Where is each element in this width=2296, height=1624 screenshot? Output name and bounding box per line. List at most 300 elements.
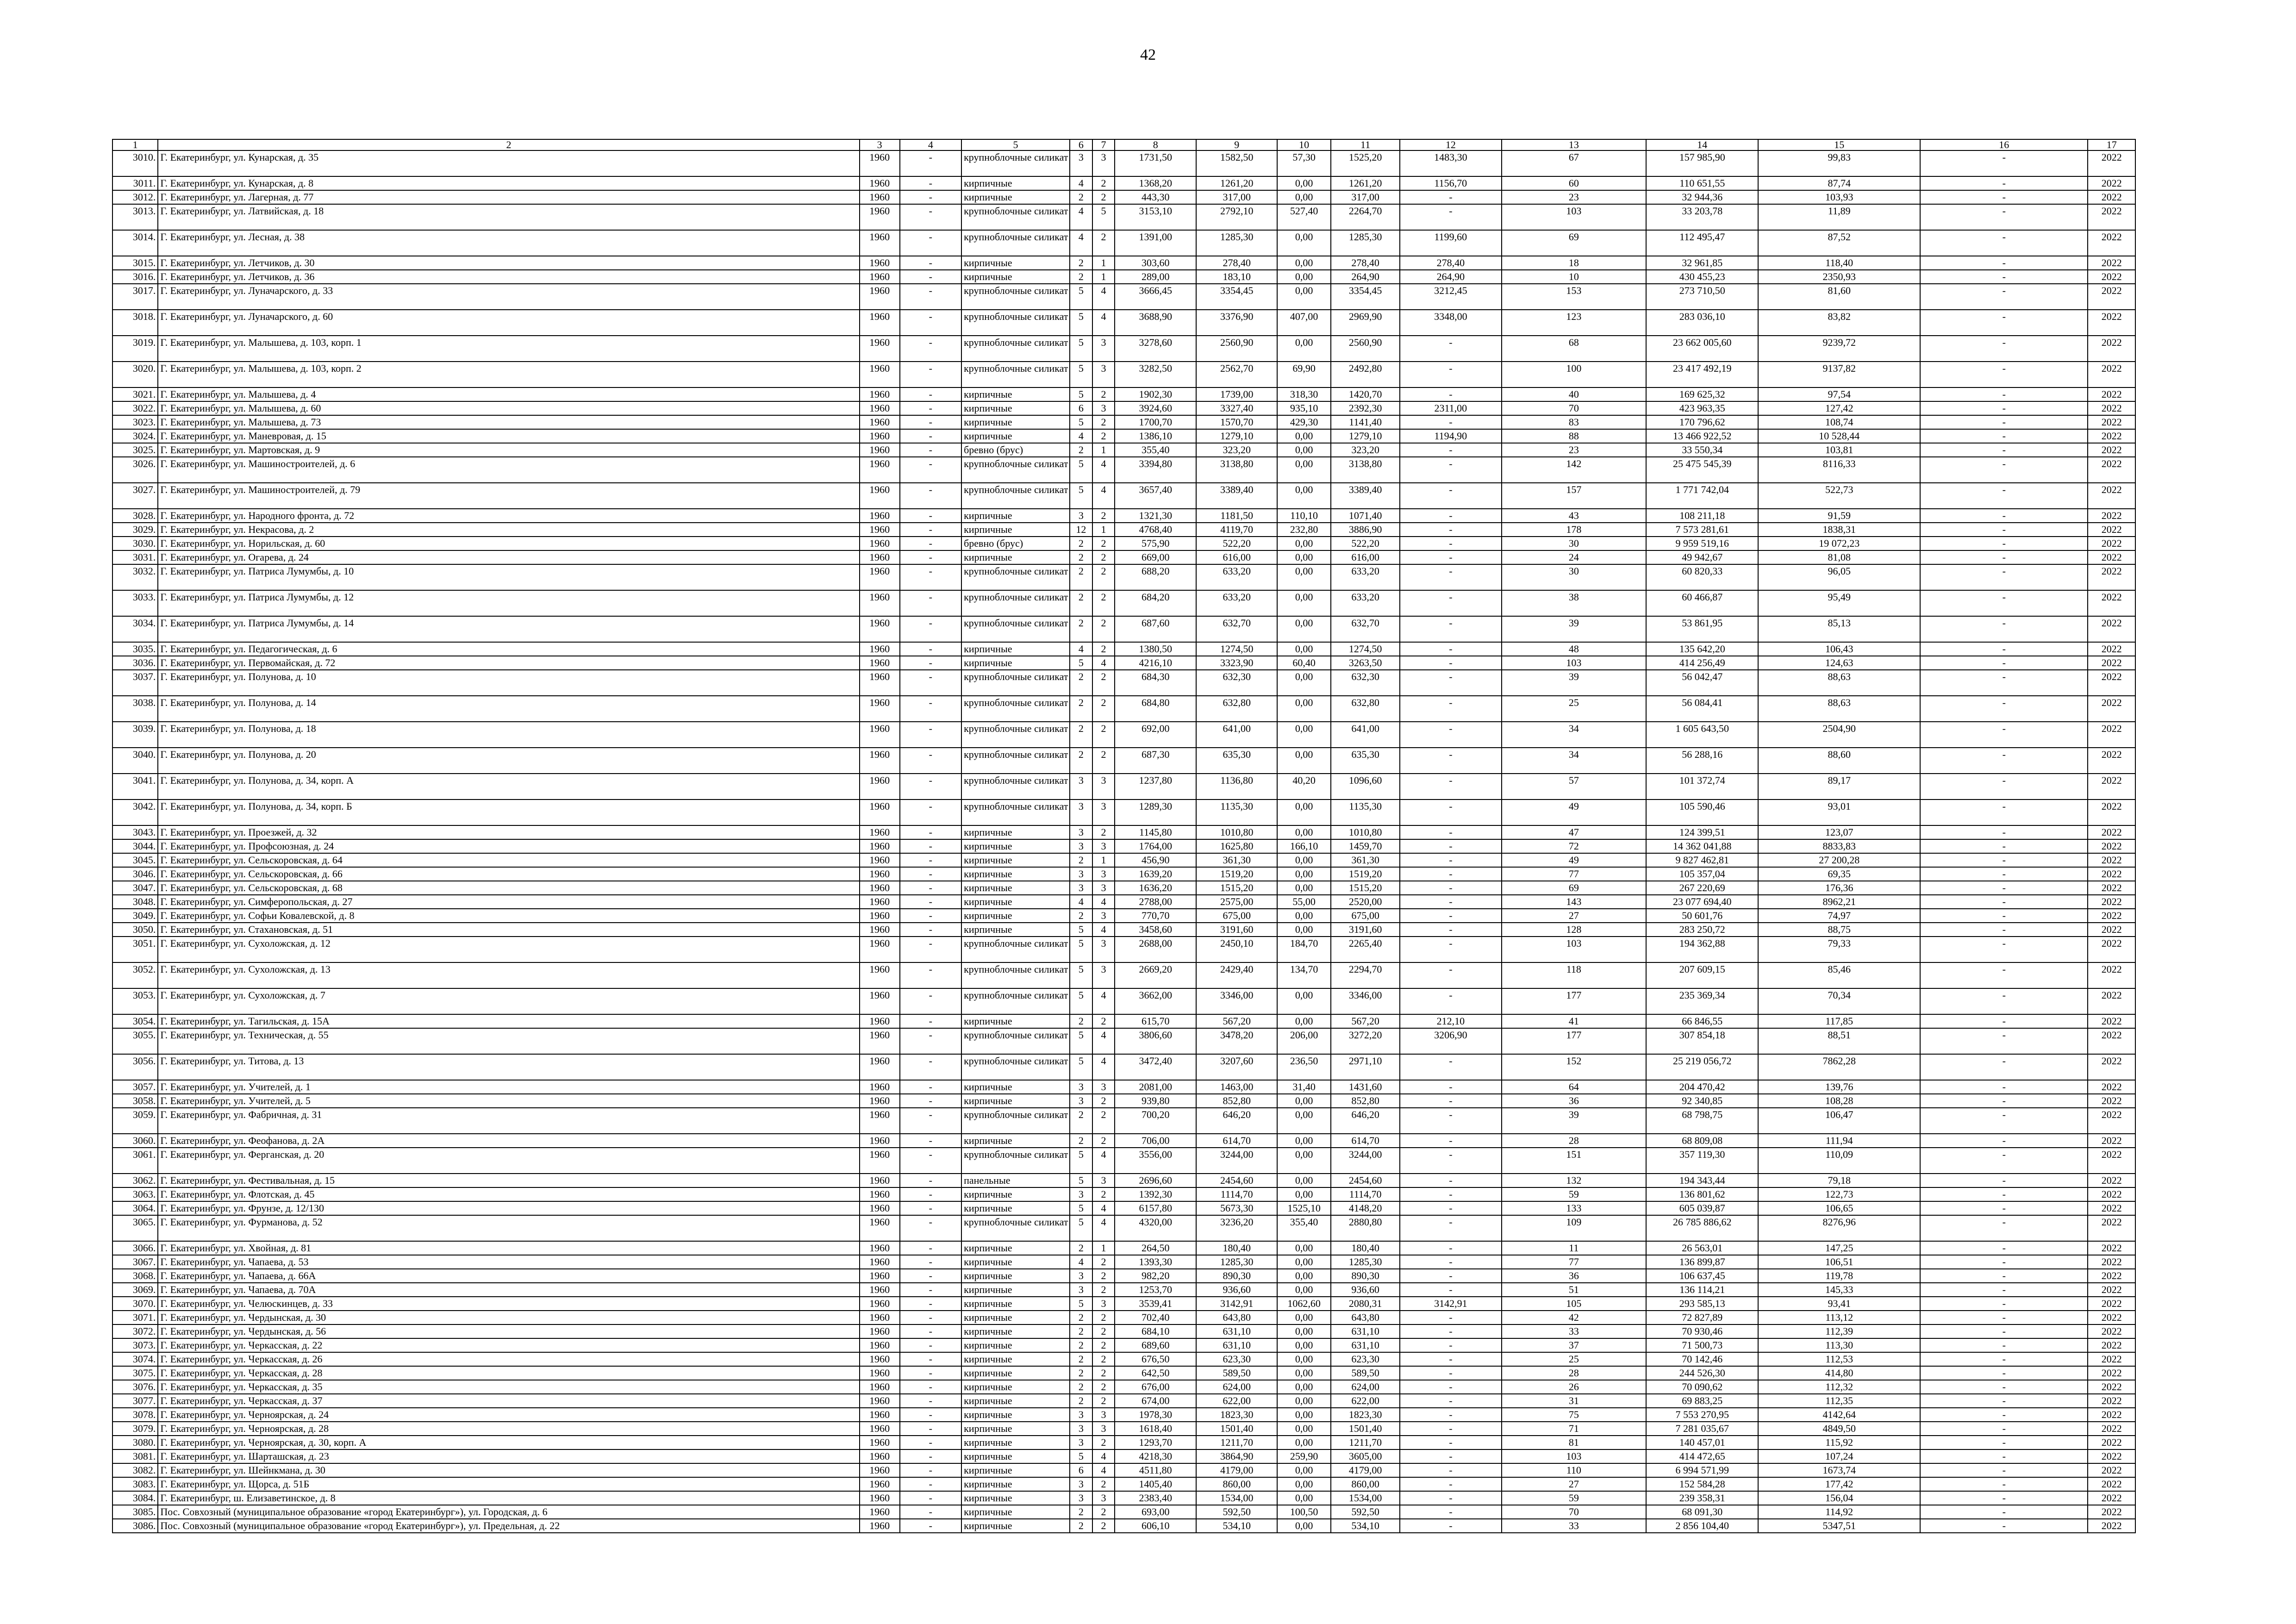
- cost-limit-cell: -: [1920, 336, 2088, 362]
- cost-limit-cell: -: [1920, 1187, 2088, 1201]
- year-reconstruction-cell: -: [900, 1134, 962, 1148]
- repair-cost-cell: 68 091,30: [1646, 1505, 1758, 1519]
- residents-count-cell: 28: [1502, 1366, 1647, 1380]
- premises-area-cell: 3138,80: [1196, 457, 1277, 483]
- cost-per-sqm-cell: 112,35: [1758, 1394, 1920, 1408]
- year-built-cell: 1960: [860, 1352, 900, 1366]
- cost-limit-cell: -: [1920, 1311, 2088, 1324]
- planned-year-cell: 2022: [2088, 1408, 2135, 1422]
- cost-per-sqm-cell: 9137,82: [1758, 362, 1920, 387]
- residential-area-cell: 589,50: [1331, 1366, 1400, 1380]
- non-residential-area-cell: 236,50: [1277, 1054, 1331, 1080]
- municipal-area-cell: -: [1400, 415, 1501, 429]
- column-number-2: 2: [158, 139, 859, 150]
- wall-material-cell: кирпичные: [961, 839, 1070, 853]
- floors-cell: 2: [1070, 696, 1092, 722]
- year-reconstruction-cell: -: [900, 1477, 962, 1491]
- premises-area-cell: 2429,40: [1196, 962, 1277, 988]
- cost-limit-cell: -: [1920, 800, 2088, 825]
- non-residential-area-cell: 0,00: [1277, 1352, 1331, 1366]
- table-row: [112, 853, 2135, 867]
- planned-year-cell: 2022: [2088, 483, 2135, 509]
- municipal-area-cell: -: [1400, 1255, 1501, 1269]
- non-residential-area-cell: 0,00: [1277, 696, 1331, 722]
- year-built-cell: 1960: [860, 1408, 900, 1422]
- premises-area-cell: 323,20: [1196, 443, 1277, 457]
- cost-per-sqm-cell: 107,24: [1758, 1449, 1920, 1463]
- planned-year-cell: 2022: [2088, 1366, 2135, 1380]
- address-cell: Г. Екатеринбург, ул. Маневровая, д. 15: [158, 429, 859, 443]
- repair-cost-cell: 414 472,65: [1646, 1449, 1758, 1463]
- wall-material-cell: бревно (брус): [961, 443, 1070, 457]
- entrances-cell: 2: [1092, 670, 1115, 696]
- residential-area-cell: 522,20: [1331, 537, 1400, 550]
- cost-per-sqm-cell: 119,78: [1758, 1269, 1920, 1283]
- premises-area-cell: 632,30: [1196, 670, 1277, 696]
- address-cell: Г. Екатеринбург, ул. Сельскоровская, д. 68: [158, 881, 859, 895]
- residents-count-cell: 103: [1502, 204, 1647, 230]
- non-residential-area-cell: 166,10: [1277, 839, 1331, 853]
- repair-cost-cell: 110 651,55: [1646, 176, 1758, 190]
- cost-limit-cell: -: [1920, 825, 2088, 839]
- row-number-cell: 3026.: [112, 457, 158, 483]
- municipal-area-cell: 3142,91: [1400, 1297, 1501, 1311]
- table-row: [112, 839, 2135, 853]
- residential-area-cell: 4179,00: [1331, 1463, 1400, 1477]
- cost-limit-cell: -: [1920, 310, 2088, 336]
- non-residential-area-cell: 0,00: [1277, 923, 1331, 937]
- premises-area-cell: 1285,30: [1196, 230, 1277, 256]
- repair-cost-cell: 106 637,45: [1646, 1269, 1758, 1283]
- row-number-cell: 3056.: [112, 1054, 158, 1080]
- repair-cost-cell: 68 809,08: [1646, 1134, 1758, 1148]
- municipal-area-cell: -: [1400, 839, 1501, 853]
- municipal-area-cell: -: [1400, 895, 1501, 909]
- planned-year-cell: 2022: [2088, 774, 2135, 800]
- residents-count-cell: 41: [1502, 1014, 1647, 1028]
- address-cell: Г. Екатеринбург, ул. Малышева, д. 103, корп. 1: [158, 336, 859, 362]
- total-area-cell: 3539,41: [1115, 1297, 1196, 1311]
- repair-cost-cell: 124 399,51: [1646, 825, 1758, 839]
- non-residential-area-cell: 0,00: [1277, 1174, 1331, 1187]
- entrances-cell: 3: [1092, 774, 1115, 800]
- municipal-area-cell: -: [1400, 774, 1501, 800]
- table-row: [112, 387, 2135, 401]
- table-row: [112, 1352, 2135, 1366]
- cost-per-sqm-cell: 2350,93: [1758, 270, 1920, 284]
- year-built-cell: 1960: [860, 1108, 900, 1134]
- cost-limit-cell: -: [1920, 401, 2088, 415]
- municipal-area-cell: -: [1400, 457, 1501, 483]
- residents-count-cell: 133: [1502, 1201, 1647, 1215]
- municipal-area-cell: 1156,70: [1400, 176, 1501, 190]
- year-reconstruction-cell: -: [900, 774, 962, 800]
- planned-year-cell: 2022: [2088, 523, 2135, 537]
- total-area-cell: 3806,60: [1115, 1028, 1196, 1054]
- cost-per-sqm-cell: 176,36: [1758, 881, 1920, 895]
- year-built-cell: 1960: [860, 509, 900, 523]
- cost-per-sqm-cell: 145,33: [1758, 1283, 1920, 1297]
- residential-area-cell: 1261,20: [1331, 176, 1400, 190]
- premises-area-cell: 3323,90: [1196, 656, 1277, 670]
- cost-limit-cell: -: [1920, 1380, 2088, 1394]
- entrances-cell: 4: [1092, 895, 1115, 909]
- year-reconstruction-cell: -: [900, 1255, 962, 1269]
- premises-area-cell: 622,00: [1196, 1394, 1277, 1408]
- premises-area-cell: 1135,30: [1196, 800, 1277, 825]
- cost-per-sqm-cell: 88,60: [1758, 748, 1920, 774]
- wall-material-cell: крупноблочные силикат: [961, 457, 1070, 483]
- floors-cell: 3: [1070, 1477, 1092, 1491]
- entrances-cell: 3: [1092, 937, 1115, 962]
- residents-count-cell: 23: [1502, 443, 1647, 457]
- repair-cost-cell: 13 466 922,52: [1646, 429, 1758, 443]
- residents-count-cell: 100: [1502, 362, 1647, 387]
- cost-limit-cell: -: [1920, 1174, 2088, 1187]
- cost-limit-cell: -: [1920, 550, 2088, 564]
- year-reconstruction-cell: -: [900, 362, 962, 387]
- non-residential-area-cell: 0,00: [1277, 1366, 1331, 1380]
- total-area-cell: 687,30: [1115, 748, 1196, 774]
- premises-area-cell: 592,50: [1196, 1505, 1277, 1519]
- residents-count-cell: 38: [1502, 590, 1647, 616]
- cost-per-sqm-cell: 124,63: [1758, 656, 1920, 670]
- cost-limit-cell: -: [1920, 1297, 2088, 1311]
- row-number-cell: 3012.: [112, 190, 158, 204]
- entrances-cell: 1: [1092, 256, 1115, 270]
- total-area-cell: 1253,70: [1115, 1283, 1196, 1297]
- cost-limit-cell: -: [1920, 1283, 2088, 1297]
- year-built-cell: 1960: [860, 284, 900, 310]
- planned-year-cell: 2022: [2088, 1380, 2135, 1394]
- residents-count-cell: 128: [1502, 923, 1647, 937]
- row-number-cell: 3019.: [112, 336, 158, 362]
- row-number-cell: 3046.: [112, 867, 158, 881]
- entrances-cell: 3: [1092, 800, 1115, 825]
- total-area-cell: 4218,30: [1115, 1449, 1196, 1463]
- floors-cell: 2: [1070, 1108, 1092, 1134]
- municipal-area-cell: -: [1400, 1352, 1501, 1366]
- total-area-cell: 692,00: [1115, 722, 1196, 748]
- planned-year-cell: 2022: [2088, 1269, 2135, 1283]
- row-number-cell: 3051.: [112, 937, 158, 962]
- premises-area-cell: 1519,20: [1196, 867, 1277, 881]
- municipal-area-cell: 3212,45: [1400, 284, 1501, 310]
- wall-material-cell: кирпичные: [961, 1014, 1070, 1028]
- cost-limit-cell: -: [1920, 362, 2088, 387]
- residential-area-cell: 323,20: [1331, 443, 1400, 457]
- cost-limit-cell: -: [1920, 1134, 2088, 1148]
- wall-material-cell: крупноблочные силикат: [961, 722, 1070, 748]
- repair-cost-cell: 170 796,62: [1646, 415, 1758, 429]
- year-built-cell: 1960: [860, 1519, 900, 1533]
- municipal-area-cell: -: [1400, 336, 1501, 362]
- address-cell: Г. Екатеринбург, ул. Некрасова, д. 2: [158, 523, 859, 537]
- total-area-cell: 4320,00: [1115, 1215, 1196, 1241]
- residents-count-cell: 48: [1502, 642, 1647, 656]
- table-row: [112, 1215, 2135, 1241]
- cost-limit-cell: -: [1920, 867, 2088, 881]
- table-row: [112, 1311, 2135, 1324]
- row-number-cell: 3068.: [112, 1269, 158, 1283]
- row-number-cell: 3025.: [112, 443, 158, 457]
- wall-material-cell: кирпичные: [961, 909, 1070, 923]
- cost-limit-cell: -: [1920, 1080, 2088, 1094]
- year-built-cell: 1960: [860, 1477, 900, 1491]
- planned-year-cell: 2022: [2088, 1505, 2135, 1519]
- year-built-cell: 1960: [860, 1269, 900, 1283]
- cost-per-sqm-cell: 414,80: [1758, 1366, 1920, 1380]
- row-number-cell: 3020.: [112, 362, 158, 387]
- table-row: [112, 509, 2135, 523]
- address-cell: Г. Екатеринбург, ул. Профсоюзная, д. 24: [158, 839, 859, 853]
- total-area-cell: 289,00: [1115, 270, 1196, 284]
- cost-per-sqm-cell: 108,28: [1758, 1094, 1920, 1108]
- entrances-cell: 3: [1092, 962, 1115, 988]
- year-reconstruction-cell: -: [900, 270, 962, 284]
- year-reconstruction-cell: -: [900, 696, 962, 722]
- residents-count-cell: 103: [1502, 1449, 1647, 1463]
- entrances-cell: 2: [1092, 230, 1115, 256]
- year-reconstruction-cell: -: [900, 537, 962, 550]
- entrances-cell: 2: [1092, 722, 1115, 748]
- year-built-cell: 1960: [860, 909, 900, 923]
- entrances-cell: 2: [1092, 1324, 1115, 1338]
- page-number: 42: [1140, 46, 1156, 63]
- row-number-cell: 3033.: [112, 590, 158, 616]
- cost-per-sqm-cell: 4849,50: [1758, 1422, 1920, 1436]
- residents-count-cell: 43: [1502, 509, 1647, 523]
- cost-limit-cell: -: [1920, 1028, 2088, 1054]
- total-area-cell: 1293,70: [1115, 1436, 1196, 1449]
- residential-area-cell: 1114,70: [1331, 1187, 1400, 1201]
- column-number-10: 10: [1277, 139, 1331, 150]
- municipal-area-cell: -: [1400, 387, 1501, 401]
- floors-cell: 5: [1070, 310, 1092, 336]
- repair-cost-cell: 23 417 492,19: [1646, 362, 1758, 387]
- premises-area-cell: 4119,70: [1196, 523, 1277, 537]
- repair-cost-cell: 108 211,18: [1646, 509, 1758, 523]
- address-cell: Г. Екатеринбург, ул. Учителей, д. 1: [158, 1080, 859, 1094]
- premises-area-cell: 631,10: [1196, 1338, 1277, 1352]
- wall-material-cell: кирпичные: [961, 415, 1070, 429]
- municipal-area-cell: -: [1400, 825, 1501, 839]
- residents-count-cell: 70: [1502, 1505, 1647, 1519]
- planned-year-cell: 2022: [2088, 988, 2135, 1014]
- residential-area-cell: 361,30: [1331, 853, 1400, 867]
- year-built-cell: 1960: [860, 1241, 900, 1255]
- repair-cost-cell: 60 820,33: [1646, 564, 1758, 590]
- row-number-cell: 3030.: [112, 537, 158, 550]
- residents-count-cell: 30: [1502, 537, 1647, 550]
- entrances-cell: 2: [1092, 1338, 1115, 1352]
- total-area-cell: 2688,00: [1115, 937, 1196, 962]
- municipal-area-cell: -: [1400, 590, 1501, 616]
- year-built-cell: 1960: [860, 1297, 900, 1311]
- premises-area-cell: 1625,80: [1196, 839, 1277, 853]
- wall-material-cell: кирпичные: [961, 895, 1070, 909]
- entrances-cell: 1: [1092, 1241, 1115, 1255]
- residents-count-cell: 67: [1502, 150, 1647, 176]
- cost-limit-cell: -: [1920, 1352, 2088, 1366]
- planned-year-cell: 2022: [2088, 656, 2135, 670]
- repair-cost-cell: 105 357,04: [1646, 867, 1758, 881]
- total-area-cell: 689,60: [1115, 1338, 1196, 1352]
- non-residential-area-cell: 0,00: [1277, 1283, 1331, 1297]
- floors-cell: 5: [1070, 656, 1092, 670]
- cost-per-sqm-cell: 108,74: [1758, 415, 1920, 429]
- wall-material-cell: крупноблочные силикат: [961, 336, 1070, 362]
- address-cell: Г. Екатеринбург, ул. Тагильская, д. 15А: [158, 1014, 859, 1028]
- address-cell: Г. Екатеринбург, ул. Летчиков, д. 30: [158, 256, 859, 270]
- row-number-cell: 3055.: [112, 1028, 158, 1054]
- cost-per-sqm-cell: 88,63: [1758, 696, 1920, 722]
- row-number-cell: 3013.: [112, 204, 158, 230]
- residents-count-cell: 152: [1502, 1054, 1647, 1080]
- total-area-cell: 1237,80: [1115, 774, 1196, 800]
- cost-per-sqm-cell: 19 072,23: [1758, 537, 1920, 550]
- non-residential-area-cell: 0,00: [1277, 1477, 1331, 1491]
- repair-cost-cell: 49 942,67: [1646, 550, 1758, 564]
- floors-cell: 2: [1070, 270, 1092, 284]
- year-built-cell: 1960: [860, 415, 900, 429]
- non-residential-area-cell: 1525,10: [1277, 1201, 1331, 1215]
- municipal-area-cell: -: [1400, 1094, 1501, 1108]
- entrances-cell: 3: [1092, 1408, 1115, 1422]
- table-row: [112, 1394, 2135, 1408]
- floors-cell: 5: [1070, 336, 1092, 362]
- residential-area-cell: 3138,80: [1331, 457, 1400, 483]
- cost-limit-cell: -: [1920, 1014, 2088, 1028]
- cost-per-sqm-cell: 115,92: [1758, 1436, 1920, 1449]
- column-number-13: 13: [1502, 139, 1647, 150]
- address-cell: Г. Екатеринбург, ул. Шарташская, д. 23: [158, 1449, 859, 1463]
- year-reconstruction-cell: -: [900, 1436, 962, 1449]
- total-area-cell: 264,50: [1115, 1241, 1196, 1255]
- floors-cell: 5: [1070, 1297, 1092, 1311]
- year-reconstruction-cell: -: [900, 387, 962, 401]
- total-area-cell: 3657,40: [1115, 483, 1196, 509]
- residential-area-cell: 631,10: [1331, 1324, 1400, 1338]
- row-number-cell: 3043.: [112, 825, 158, 839]
- cost-limit-cell: -: [1920, 839, 2088, 853]
- residential-area-cell: 2560,90: [1331, 336, 1400, 362]
- residential-area-cell: 852,80: [1331, 1094, 1400, 1108]
- cost-per-sqm-cell: 112,53: [1758, 1352, 1920, 1366]
- row-number-cell: 3061.: [112, 1148, 158, 1174]
- cost-per-sqm-cell: 10 528,44: [1758, 429, 1920, 443]
- year-reconstruction-cell: -: [900, 800, 962, 825]
- row-number-cell: 3060.: [112, 1134, 158, 1148]
- row-number-cell: 3031.: [112, 550, 158, 564]
- repair-cost-cell: 293 585,13: [1646, 1297, 1758, 1311]
- planned-year-cell: 2022: [2088, 909, 2135, 923]
- table-row: [112, 656, 2135, 670]
- year-built-cell: 1960: [860, 429, 900, 443]
- premises-area-cell: 1534,00: [1196, 1491, 1277, 1505]
- year-reconstruction-cell: -: [900, 1491, 962, 1505]
- year-built-cell: 1960: [860, 1505, 900, 1519]
- total-area-cell: 684,20: [1115, 590, 1196, 616]
- address-cell: Г. Екатеринбург, ул. Мартовская, д. 9: [158, 443, 859, 457]
- residents-count-cell: 81: [1502, 1436, 1647, 1449]
- planned-year-cell: 2022: [2088, 1201, 2135, 1215]
- floors-cell: 2: [1070, 537, 1092, 550]
- row-number-cell: 3011.: [112, 176, 158, 190]
- table-row: [112, 1519, 2135, 1533]
- planned-year-cell: 2022: [2088, 1477, 2135, 1491]
- premises-area-cell: 2560,90: [1196, 336, 1277, 362]
- total-area-cell: 1289,30: [1115, 800, 1196, 825]
- non-residential-area-cell: 0,00: [1277, 1187, 1331, 1201]
- year-reconstruction-cell: -: [900, 150, 962, 176]
- residential-area-cell: 3346,00: [1331, 988, 1400, 1014]
- premises-area-cell: 616,00: [1196, 550, 1277, 564]
- floors-cell: 2: [1070, 748, 1092, 774]
- repair-cost-cell: 423 963,35: [1646, 401, 1758, 415]
- total-area-cell: 1902,30: [1115, 387, 1196, 401]
- cost-limit-cell: -: [1920, 284, 2088, 310]
- residential-area-cell: 623,30: [1331, 1352, 1400, 1366]
- residents-count-cell: 103: [1502, 937, 1647, 962]
- year-built-cell: 1960: [860, 616, 900, 642]
- municipal-area-cell: -: [1400, 670, 1501, 696]
- repair-cost-cell: 357 119,30: [1646, 1148, 1758, 1174]
- year-reconstruction-cell: -: [900, 988, 962, 1014]
- year-reconstruction-cell: -: [900, 310, 962, 336]
- floors-cell: 5: [1070, 937, 1092, 962]
- year-reconstruction-cell: -: [900, 839, 962, 853]
- cost-per-sqm-cell: 103,93: [1758, 190, 1920, 204]
- planned-year-cell: 2022: [2088, 1174, 2135, 1187]
- year-built-cell: 1960: [860, 1187, 900, 1201]
- residents-count-cell: 18: [1502, 256, 1647, 270]
- planned-year-cell: 2022: [2088, 895, 2135, 909]
- floors-cell: 5: [1070, 923, 1092, 937]
- planned-year-cell: 2022: [2088, 362, 2135, 387]
- wall-material-cell: крупноблочные силикат: [961, 310, 1070, 336]
- address-cell: Г. Екатеринбург, ул. Лесная, д. 38: [158, 230, 859, 256]
- cost-per-sqm-cell: 127,42: [1758, 401, 1920, 415]
- municipal-area-cell: -: [1400, 1215, 1501, 1241]
- planned-year-cell: 2022: [2088, 642, 2135, 656]
- residential-area-cell: 633,20: [1331, 564, 1400, 590]
- table-row: [112, 616, 2135, 642]
- planned-year-cell: 2022: [2088, 839, 2135, 853]
- floors-cell: 3: [1070, 774, 1092, 800]
- wall-material-cell: кирпичные: [961, 1436, 1070, 1449]
- year-built-cell: 1960: [860, 1054, 900, 1080]
- table-row: [112, 1505, 2135, 1519]
- residential-area-cell: 1211,70: [1331, 1436, 1400, 1449]
- total-area-cell: 702,40: [1115, 1311, 1196, 1324]
- table-row: [112, 962, 2135, 988]
- wall-material-cell: крупноблочные силикат: [961, 1148, 1070, 1174]
- planned-year-cell: 2022: [2088, 204, 2135, 230]
- wall-material-cell: крупноблочные силикат: [961, 962, 1070, 988]
- entrances-cell: 2: [1092, 825, 1115, 839]
- wall-material-cell: кирпичные: [961, 1283, 1070, 1297]
- floors-cell: 2: [1070, 1519, 1092, 1533]
- table-row: [112, 523, 2135, 537]
- residential-area-cell: 2880,80: [1331, 1215, 1400, 1241]
- entrances-cell: 1: [1092, 270, 1115, 284]
- address-cell: Г. Екатеринбург, ул. Полунова, д. 10: [158, 670, 859, 696]
- premises-area-cell: 589,50: [1196, 1366, 1277, 1380]
- repair-cost-cell: 204 470,42: [1646, 1080, 1758, 1094]
- registry-table: [112, 139, 2136, 1533]
- entrances-cell: 2: [1092, 1187, 1115, 1201]
